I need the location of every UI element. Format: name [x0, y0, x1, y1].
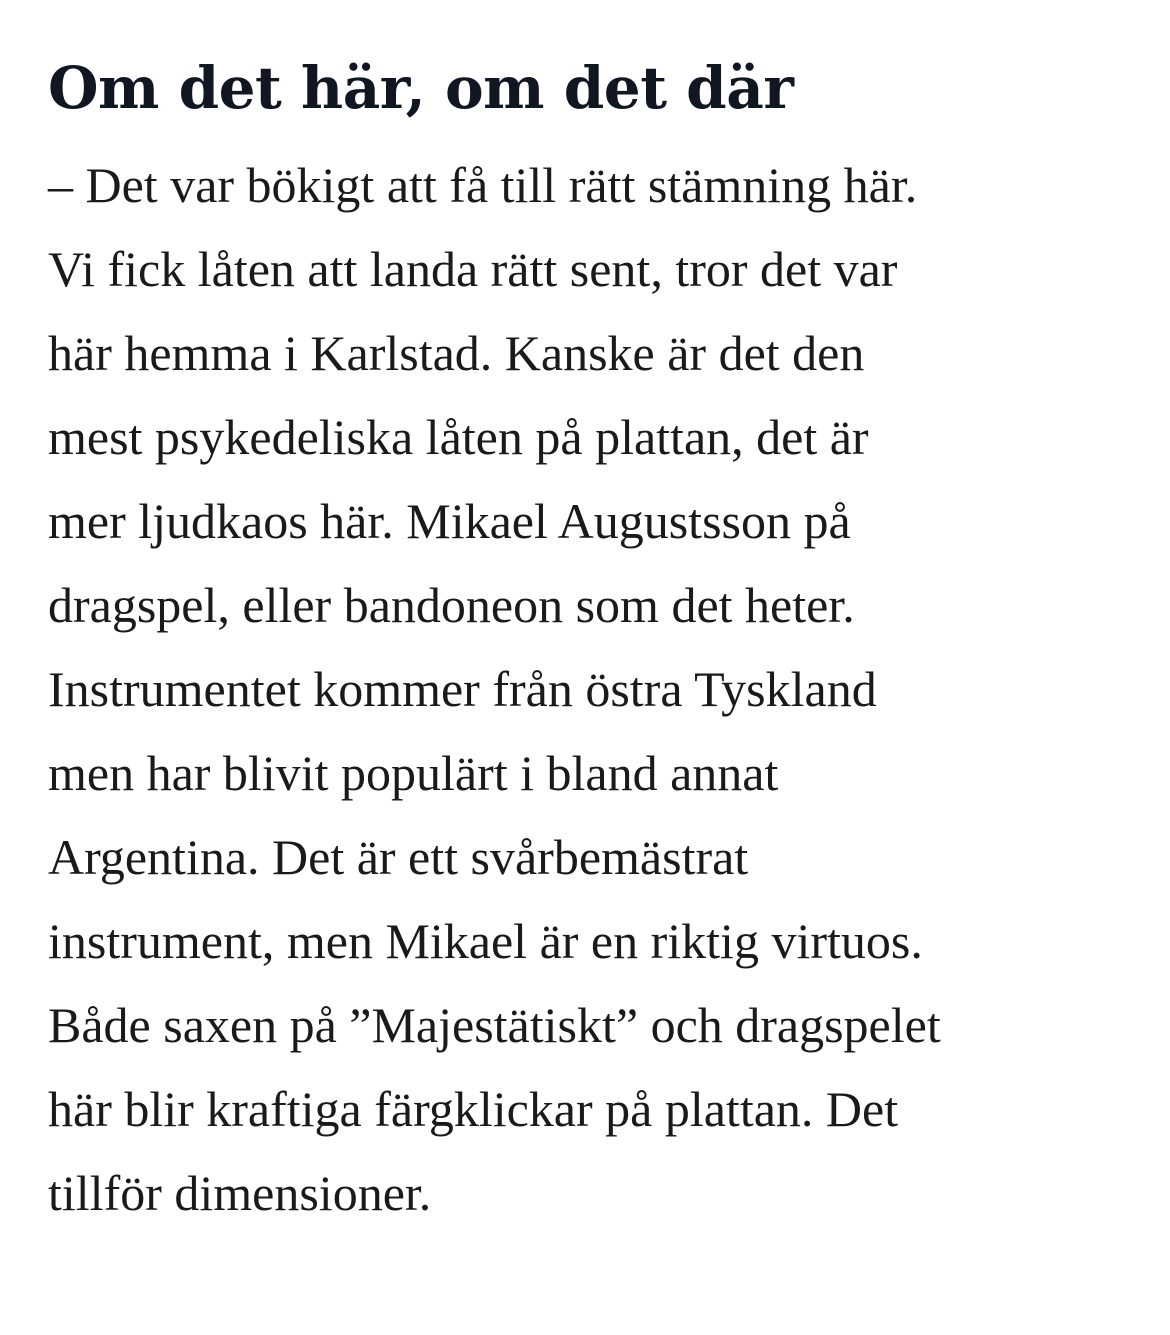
paragraph-line: Instrumentet kommer från östra Tyskland: [48, 661, 877, 717]
paragraph-line: mer ljudkaos här. Mikael Augustsson på: [48, 493, 851, 549]
article: [48, 40, 1138, 1235]
paragraph-line: Vi fick låten att landa rätt sent, tror det var: [48, 241, 898, 297]
paragraph-line: instrument, men Mikael är en riktig virtuos.: [48, 913, 923, 969]
body-paragraph: [48, 143, 1138, 1235]
section-heading: Om det här, om det där: [48, 54, 794, 122]
paragraph-line: mest psykedeliska låten på plattan, det är: [48, 409, 869, 465]
paragraph-line: – Det var bökigt att få till rätt stämning här.: [48, 157, 918, 213]
paragraph-line: Argentina. Det är ett svårbemästrat: [48, 829, 749, 885]
paragraph-line: tillför dimensioner.: [48, 1165, 432, 1221]
paragraph-line: men har blivit populärt i bland annat: [48, 745, 779, 801]
paragraph-line: Både saxen på ”Majestätiskt” och dragspelet: [48, 997, 941, 1053]
paragraph-line: dragspel, eller bandoneon som det heter.: [48, 577, 855, 633]
paragraph-line: här hemma i Karlstad. Kanske är det den: [48, 325, 865, 381]
paragraph-line: här blir kraftiga färgklickar på plattan. Det: [48, 1081, 899, 1137]
